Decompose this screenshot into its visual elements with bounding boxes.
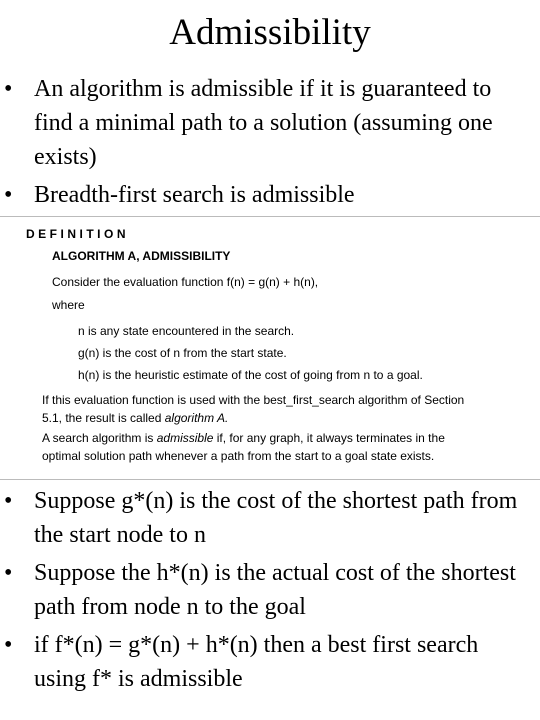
definition-line: Consider the evaluation function f(n) = g(n) + h(n), bbox=[52, 275, 319, 289]
definition-line: optimal solution path whenever a path from the start to a goal state exists. bbox=[42, 449, 435, 463]
bullet-item bbox=[0, 556, 540, 624]
definition-line: If this evaluation function is used with the best_first_search algorithm of Section bbox=[42, 393, 465, 407]
bullet-item bbox=[0, 72, 540, 174]
bullet-icon: • bbox=[4, 560, 13, 586]
bullet-icon: • bbox=[4, 76, 13, 102]
bottom-bullet-list bbox=[0, 484, 540, 700]
bullet-icon: • bbox=[4, 488, 13, 514]
definition-subheading: ALGORITHM A, ADMISSIBILITY bbox=[52, 249, 231, 263]
definition-item: h(n) is the heuristic estimate of the cost of going from n to a goal. bbox=[78, 368, 423, 382]
bullet-item bbox=[0, 178, 540, 212]
definition-text: if, for any graph, it always terminates in the bbox=[213, 431, 445, 445]
bullet-text: Breadth-first search is admissible bbox=[34, 182, 355, 208]
definition-item: g(n) is the cost of n from the start state. bbox=[78, 346, 287, 360]
bullet-item bbox=[0, 484, 540, 552]
definition-box bbox=[0, 216, 540, 480]
bullet-icon: • bbox=[4, 182, 13, 208]
bullet-text: An algorithm is admissible if it is guaranteed to find a minimal path to a solution (assuming one exists) bbox=[34, 76, 493, 170]
bullet-item bbox=[0, 628, 540, 696]
definition-line bbox=[42, 431, 445, 445]
definition-heading: DEFINITION bbox=[26, 227, 129, 241]
page-title: Admissibility bbox=[169, 12, 371, 53]
bullet-icon: • bbox=[4, 632, 13, 658]
definition-line bbox=[42, 411, 228, 425]
definition-line: where bbox=[52, 298, 85, 312]
definition-term: algorithm A. bbox=[164, 411, 229, 425]
bullet-text: Suppose g*(n) is the cost of the shortest path from the start node to n bbox=[34, 488, 518, 548]
definition-item: n is any state encountered in the search. bbox=[78, 324, 295, 338]
definition-text: A search algorithm is bbox=[42, 431, 157, 445]
definition-text: 5.1, the result is called bbox=[42, 411, 165, 425]
bullet-text: Suppose the h*(n) is the actual cost of the shortest path from node n to the goal bbox=[34, 560, 516, 620]
definition-term: admissible bbox=[156, 431, 214, 445]
bullet-text: if f*(n) = g*(n) + h*(n) then a best first search using f* is admissible bbox=[34, 632, 479, 692]
top-bullet-list bbox=[0, 72, 540, 216]
